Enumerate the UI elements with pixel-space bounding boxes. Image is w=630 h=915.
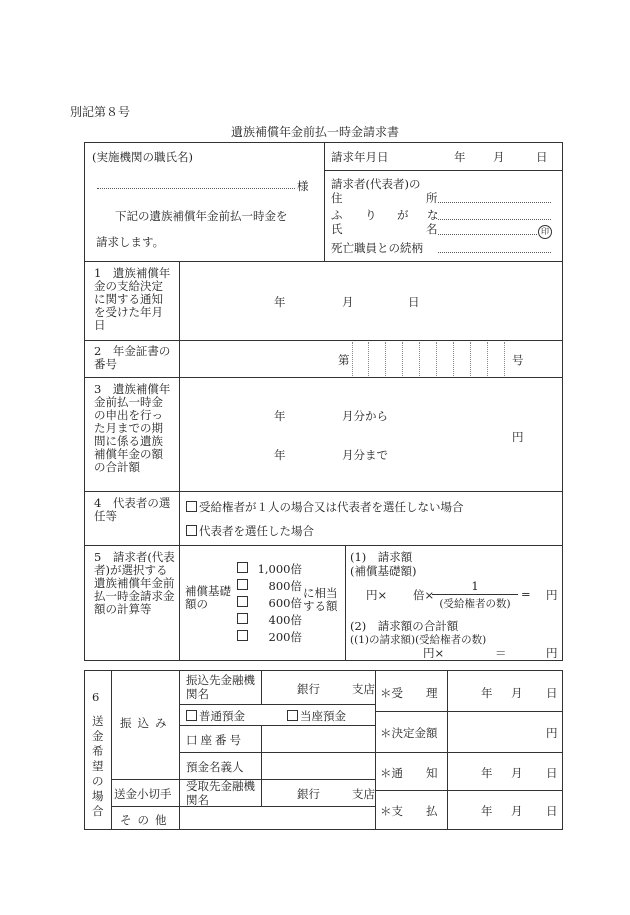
- checkbox[interactable]: [186, 501, 197, 512]
- claimant-label: 請求者(代表者)の: [331, 177, 421, 191]
- section5-label: 5 請求者(代表者)が選択する遺族補償年金前払一時金請求金額の計算等: [94, 550, 175, 616]
- notice-label: ＊通 知: [380, 766, 438, 780]
- received-label: ＊受 理: [380, 686, 438, 700]
- honorific: 様: [297, 179, 309, 193]
- account-holder-label: 預金名義人: [186, 760, 244, 774]
- request-line1: 下記の遺族補償年金前払一時金を: [115, 209, 288, 223]
- request-line2: 請求します。: [96, 235, 165, 249]
- section2-label: 2 年金証書の番号: [94, 344, 171, 371]
- check-label: 送金小切手: [114, 787, 172, 801]
- option-single-claimant[interactable]: 受給権者が１人の場合又は代表者を選任しない場合: [186, 499, 464, 515]
- multiplier-800[interactable]: [237, 578, 250, 592]
- transfer-label: 振込み: [120, 716, 173, 730]
- bank-name-label: 振込先金融機関名: [186, 673, 255, 701]
- multiplier-200[interactable]: [237, 629, 250, 643]
- seal-mark: 印: [538, 225, 552, 239]
- relation-label: 死亡職員との続柄: [331, 241, 423, 255]
- section6-label: 送金希望の場合: [92, 714, 104, 818]
- multiplier-1000[interactable]: [237, 561, 250, 575]
- paid-label: ＊支 払: [380, 804, 438, 818]
- section1-label: 1 遺族補償年金の支給決定に関する通知を受けた年月日: [94, 266, 171, 332]
- decided-amount-label: ＊決定金額: [380, 726, 438, 740]
- ordinary-deposit-option[interactable]: 普通預金: [186, 708, 245, 724]
- base-amount-label: 補償基礎額の: [185, 584, 231, 611]
- current-deposit-option[interactable]: 当座預金: [287, 708, 346, 724]
- date-label: 請求年月日: [331, 150, 389, 164]
- multiplier-600[interactable]: [237, 595, 250, 609]
- equivalent-amount-label: に相当する額: [303, 586, 338, 613]
- official-label: (実施機関の職氏名): [92, 150, 193, 164]
- form-title: 遺族補償年金前払一時金請求書: [230, 125, 399, 139]
- checkbox[interactable]: [186, 525, 197, 536]
- form-number: 別記第８号: [70, 105, 131, 119]
- recv-bank-label: 受取先金融機関名: [186, 779, 255, 807]
- account-number-label: 口座番号: [186, 733, 244, 747]
- section3-label: 3 遺族補償年金前払一時金の申出を行った月までの期間に係る遺族補償年金の額の合計額: [94, 382, 171, 474]
- other-label: その他: [120, 813, 173, 827]
- option-representative[interactable]: 代表者を選任した場合: [186, 523, 314, 539]
- multiplier-400[interactable]: [237, 612, 250, 626]
- section6-number: 6: [92, 690, 100, 704]
- section4-label: 4 代表者の選任等: [94, 496, 171, 523]
